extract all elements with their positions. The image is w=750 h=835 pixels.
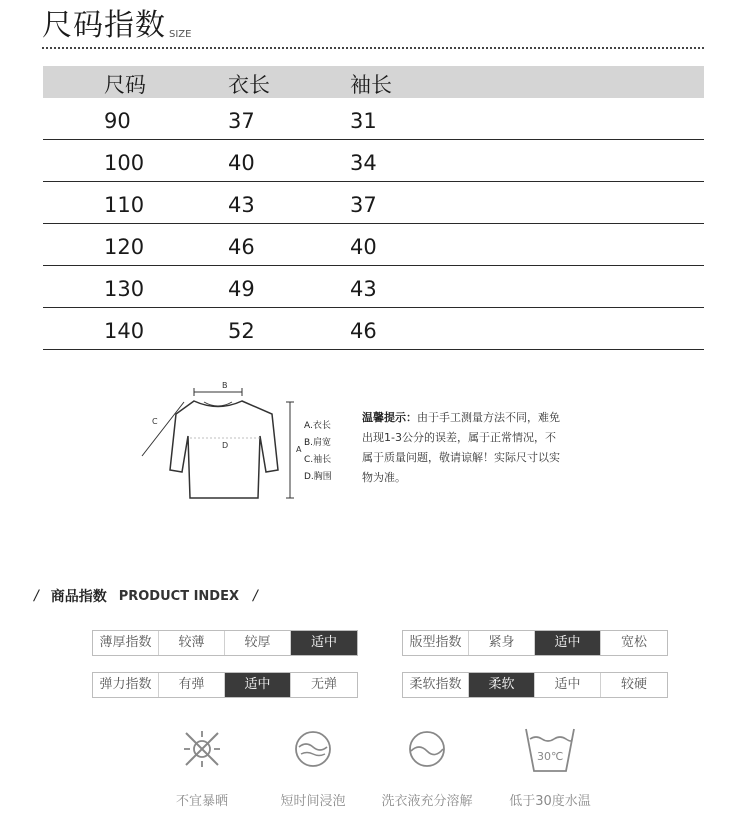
fit-index [402, 630, 668, 656]
wash-30-icon [522, 723, 578, 775]
care-label: 洗衣液充分溶解 [381, 794, 473, 809]
index-option: 有弹 [159, 673, 225, 697]
index-option: 紧身 [469, 631, 535, 655]
cell-length: 37 [228, 109, 255, 133]
cell-size: 140 [104, 319, 145, 343]
tip-line: 出现1-3公分的误差，属于正常情况，不 [362, 431, 556, 444]
legend-a: A.衣长 [304, 421, 331, 431]
table-row [43, 140, 704, 182]
label-d: D [222, 441, 229, 450]
care-item [372, 720, 482, 809]
index-option-selected: 适中 [535, 631, 601, 655]
tip-label: 温馨提示： [362, 411, 417, 424]
cell-length: 40 [228, 151, 255, 175]
cell-sleeve: 31 [350, 109, 377, 133]
header-length: 衣长 [228, 73, 270, 97]
table-row [43, 182, 704, 224]
index-option: 较硬 [620, 677, 647, 692]
diagram-legend [304, 418, 332, 486]
index-option: 较厚 [225, 631, 291, 655]
cell-sleeve: 34 [350, 151, 377, 175]
index-option: 适中 [535, 673, 601, 697]
cell-size: 130 [104, 277, 145, 301]
table-row [43, 98, 704, 140]
product-index-subtitle: PRODUCT INDEX [118, 588, 240, 604]
short-soak-icon [291, 727, 335, 771]
legend-b: B.肩宽 [304, 438, 332, 448]
cell-size: 100 [104, 151, 145, 175]
cell-size: 110 [104, 193, 145, 217]
product-index-title: 商品指数 [50, 589, 107, 605]
index-label: 柔软指数 [403, 673, 469, 697]
index-label: 弹力指数 [93, 673, 159, 697]
index-option: 无弹 [310, 677, 337, 692]
size-index-title: 尺码指数 [42, 8, 166, 43]
cell-sleeve: 46 [350, 319, 377, 343]
cell-length: 49 [228, 277, 255, 301]
cell-length: 43 [228, 193, 255, 217]
care-label: 不宜暴晒 [175, 794, 228, 809]
header-size: 尺码 [104, 73, 146, 97]
size-table-header [43, 66, 704, 98]
index-option-selected: 适中 [291, 631, 357, 655]
header-sleeve: 袖长 [350, 73, 392, 97]
label-b: B [222, 381, 228, 390]
size-index-subtitle: SIZE [169, 29, 192, 40]
care-item [147, 720, 257, 809]
table-row [43, 224, 704, 266]
tip-line: 由于手工测量方法不同，难免 [417, 411, 560, 424]
index-option: 宽松 [620, 635, 647, 650]
softness-index [402, 672, 668, 698]
tip-line: 属于质量问题，敬请谅解！实际尺寸以实 [362, 451, 560, 464]
tip-line: 物为准。 [362, 471, 406, 484]
measurement-tip [362, 408, 602, 488]
index-option: 较薄 [159, 631, 225, 655]
label-c: C [152, 417, 158, 426]
care-label: 短时间浸泡 [280, 794, 346, 809]
care-item [495, 720, 605, 809]
table-row [43, 266, 704, 308]
cell-length: 52 [228, 319, 255, 343]
table-row [43, 308, 704, 350]
care-item [258, 720, 368, 809]
no-sun-icon [180, 727, 224, 771]
section-header [42, 6, 191, 46]
slash-left: / [34, 588, 39, 604]
index-option-selected: 柔软 [469, 673, 535, 697]
cell-sleeve: 43 [350, 277, 377, 301]
cell-sleeve: 37 [350, 193, 377, 217]
label-a: A [296, 445, 302, 454]
dotted-divider [42, 47, 704, 49]
legend-d: D.胸围 [304, 472, 332, 482]
slash-right: / [253, 588, 258, 604]
cell-size: 120 [104, 235, 145, 259]
legend-c: C.袖长 [304, 455, 332, 465]
thickness-index [92, 630, 358, 656]
care-label: 低于30度水温 [509, 794, 591, 809]
index-label: 版型指数 [403, 631, 469, 655]
index-option-selected: 适中 [225, 673, 291, 697]
elasticity-index [92, 672, 358, 698]
cell-size: 90 [104, 109, 131, 133]
wash-temp-text: 30℃ [537, 750, 564, 763]
product-index-heading [34, 586, 258, 606]
cell-sleeve: 40 [350, 235, 377, 259]
cell-length: 46 [228, 235, 255, 259]
index-label: 薄厚指数 [93, 631, 159, 655]
detergent-icon [405, 727, 449, 771]
size-table [43, 66, 704, 350]
